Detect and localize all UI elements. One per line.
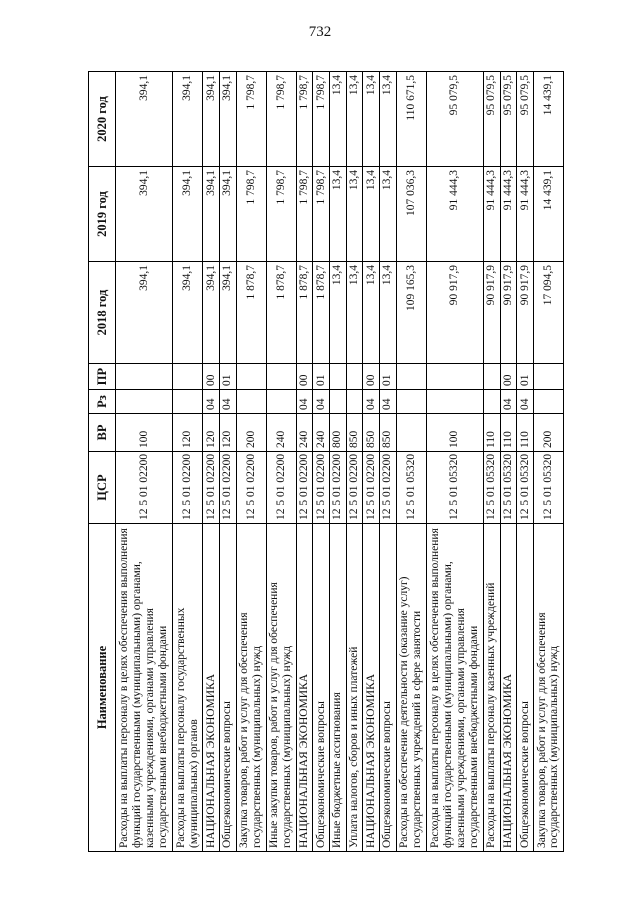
cell-name: Иные закупки товаров, работ и услуг для обеспечения государственных (муниципальных) нужд <box>266 524 296 852</box>
cell-vr: 200 <box>236 414 266 452</box>
cell-2020: 95 079,5 <box>500 72 517 167</box>
cell-pr <box>396 364 426 390</box>
cell-vr: 120 <box>173 414 203 452</box>
cell-pr: 00 <box>296 364 313 390</box>
table-row <box>313 72 330 852</box>
cell-2020: 394,1 <box>219 72 236 167</box>
cell-vr: 100 <box>116 414 173 452</box>
cell-2019: 13,4 <box>363 167 380 262</box>
cell-vr: 120 <box>203 414 220 452</box>
cell-vr: 850 <box>363 414 380 452</box>
cell-2019: 394,1 <box>116 167 173 262</box>
cell-2020: 95 079,5 <box>426 72 483 167</box>
header-2020: 2020 год <box>89 72 116 167</box>
budget-table <box>88 71 564 852</box>
cell-rz <box>236 390 266 414</box>
cell-pr: 01 <box>379 364 396 390</box>
cell-name: НАЦИОНАЛЬНАЯ ЭКОНОМИКА <box>363 524 380 852</box>
cell-rz: 04 <box>313 390 330 414</box>
cell-pr <box>236 364 266 390</box>
cell-rz <box>116 390 173 414</box>
cell-rz <box>533 390 563 414</box>
cell-rz: 04 <box>296 390 313 414</box>
cell-name: Общеэкономические вопросы <box>517 524 534 852</box>
cell-pr: 00 <box>203 364 220 390</box>
cell-rz <box>266 390 296 414</box>
cell-vr: 240 <box>296 414 313 452</box>
cell-2019: 91 444,3 <box>483 167 500 262</box>
cell-2018: 394,1 <box>116 262 173 364</box>
cell-name: Общеэкономические вопросы <box>313 524 330 852</box>
cell-2019: 13,4 <box>346 167 363 262</box>
cell-2019: 1 798,7 <box>313 167 330 262</box>
table-row <box>266 72 296 852</box>
cell-name: Общеэкономические вопросы <box>219 524 236 852</box>
cell-2019: 394,1 <box>173 167 203 262</box>
cell-vr: 110 <box>517 414 534 452</box>
cell-name: НАЦИОНАЛЬНАЯ ЭКОНОМИКА <box>500 524 517 852</box>
cell-csr: 12 5 01 02200 <box>296 452 313 524</box>
cell-2018: 90 917,9 <box>483 262 500 364</box>
cell-2018: 90 917,9 <box>500 262 517 364</box>
cell-rz: 04 <box>219 390 236 414</box>
cell-rz: 04 <box>517 390 534 414</box>
cell-2019: 394,1 <box>219 167 236 262</box>
table-row <box>116 72 173 852</box>
cell-vr: 850 <box>346 414 363 452</box>
cell-2018: 17 094,5 <box>533 262 563 364</box>
table-row <box>396 72 426 852</box>
cell-2018: 13,4 <box>363 262 380 364</box>
cell-vr: 120 <box>219 414 236 452</box>
cell-2018: 109 165,3 <box>396 262 426 364</box>
cell-name: Иные бюджетные ассигнования <box>330 524 347 852</box>
cell-2018: 394,1 <box>173 262 203 364</box>
cell-2019: 1 798,7 <box>266 167 296 262</box>
cell-2018: 90 917,9 <box>426 262 483 364</box>
cell-rz <box>483 390 500 414</box>
table-row <box>379 72 396 852</box>
cell-2019: 91 444,3 <box>500 167 517 262</box>
cell-rz <box>330 390 347 414</box>
cell-name: Общеэкономические вопросы <box>379 524 396 852</box>
cell-csr: 12 5 01 02200 <box>173 452 203 524</box>
cell-csr: 12 5 01 05320 <box>396 452 426 524</box>
cell-pr: 00 <box>363 364 380 390</box>
header-pr: ПР <box>89 364 116 390</box>
cell-2020: 394,1 <box>203 72 220 167</box>
table-body <box>116 72 564 852</box>
cell-vr: 800 <box>330 414 347 452</box>
header-vr: ВР <box>89 414 116 452</box>
cell-name: Закупка товаров, работ и услуг для обеспечения государственных (муниципальных) нужд <box>236 524 266 852</box>
cell-name: Расходы на выплаты персоналу государственных (муниципальных) органов <box>173 524 203 852</box>
cell-name: Расходы на выплаты персоналу в целях обеспечения выполнения функций государственными (муниципальными) органами, казенными учреждениями, органами управления государственными внебюджетными фондами <box>116 524 173 852</box>
rotated-table-container <box>88 72 564 852</box>
cell-2018: 13,4 <box>379 262 396 364</box>
cell-2019: 1 798,7 <box>296 167 313 262</box>
cell-rz <box>396 390 426 414</box>
cell-2020: 13,4 <box>363 72 380 167</box>
cell-2020: 394,1 <box>116 72 173 167</box>
cell-pr <box>426 364 483 390</box>
cell-2020: 13,4 <box>379 72 396 167</box>
cell-2020: 1 798,7 <box>236 72 266 167</box>
cell-name: НАЦИОНАЛЬНАЯ ЭКОНОМИКА <box>203 524 220 852</box>
cell-2020: 14 439,1 <box>533 72 563 167</box>
table-row <box>533 72 563 852</box>
cell-rz <box>346 390 363 414</box>
cell-rz: 04 <box>500 390 517 414</box>
cell-2019: 91 444,3 <box>517 167 534 262</box>
cell-csr: 12 5 01 02200 <box>236 452 266 524</box>
header-2019: 2019 год <box>89 167 116 262</box>
cell-rz: 04 <box>363 390 380 414</box>
cell-csr: 12 5 01 05320 <box>500 452 517 524</box>
header-name: Наименование <box>89 524 116 852</box>
table-row <box>346 72 363 852</box>
cell-vr: 110 <box>500 414 517 452</box>
cell-pr <box>346 364 363 390</box>
cell-csr: 12 5 01 05320 <box>483 452 500 524</box>
cell-2019: 91 444,3 <box>426 167 483 262</box>
cell-name: Закупка товаров, работ и услуг для обеспечения государственных (муниципальных) нужд <box>533 524 563 852</box>
table-row <box>296 72 313 852</box>
cell-2020: 13,4 <box>330 72 347 167</box>
cell-2020: 1 798,7 <box>313 72 330 167</box>
cell-2018: 394,1 <box>219 262 236 364</box>
cell-pr <box>173 364 203 390</box>
cell-2019: 13,4 <box>379 167 396 262</box>
cell-name: Расходы на выплаты персоналу в целях обеспечения выполнения функций государственными (муниципальными) органами, казенными учреждениями, органами управления государственными внебюджетными фондами <box>426 524 483 852</box>
cell-2018: 90 917,9 <box>517 262 534 364</box>
cell-2019: 394,1 <box>203 167 220 262</box>
cell-2020: 1 798,7 <box>296 72 313 167</box>
cell-csr: 12 5 01 02200 <box>116 452 173 524</box>
table-row <box>426 72 483 852</box>
cell-2020: 110 671,5 <box>396 72 426 167</box>
cell-csr: 12 5 01 02200 <box>266 452 296 524</box>
cell-2020: 13,4 <box>346 72 363 167</box>
cell-vr: 100 <box>426 414 483 452</box>
cell-csr: 12 5 01 02200 <box>203 452 220 524</box>
cell-2018: 13,4 <box>330 262 347 364</box>
table-row <box>203 72 220 852</box>
header-rz: Рз <box>89 390 116 414</box>
cell-csr: 12 5 01 02200 <box>219 452 236 524</box>
table-row <box>517 72 534 852</box>
cell-2018: 1 878,7 <box>296 262 313 364</box>
cell-csr: 12 5 01 02200 <box>379 452 396 524</box>
cell-csr: 12 5 01 02200 <box>313 452 330 524</box>
cell-rz <box>426 390 483 414</box>
cell-rz: 04 <box>379 390 396 414</box>
table-row <box>483 72 500 852</box>
table-row <box>173 72 203 852</box>
cell-2019: 13,4 <box>330 167 347 262</box>
cell-2019: 1 798,7 <box>236 167 266 262</box>
cell-pr <box>266 364 296 390</box>
cell-2018: 13,4 <box>346 262 363 364</box>
cell-pr: 00 <box>500 364 517 390</box>
cell-vr: 240 <box>313 414 330 452</box>
cell-name: Уплата налогов, сборов и иных платежей <box>346 524 363 852</box>
page-number: 732 <box>308 24 332 40</box>
cell-pr: 01 <box>313 364 330 390</box>
table-row <box>500 72 517 852</box>
cell-csr: 12 5 01 02200 <box>363 452 380 524</box>
cell-csr: 12 5 01 05320 <box>426 452 483 524</box>
cell-vr: 200 <box>533 414 563 452</box>
cell-pr: 01 <box>517 364 534 390</box>
table-row <box>236 72 266 852</box>
cell-2020: 95 079,5 <box>483 72 500 167</box>
cell-2018: 1 878,7 <box>236 262 266 364</box>
cell-2018: 1 878,7 <box>313 262 330 364</box>
cell-pr <box>330 364 347 390</box>
cell-vr: 240 <box>266 414 296 452</box>
cell-pr: 01 <box>219 364 236 390</box>
cell-2018: 394,1 <box>203 262 220 364</box>
header-csr: ЦСР <box>89 452 116 524</box>
cell-2020: 95 079,5 <box>517 72 534 167</box>
cell-csr: 12 5 01 05320 <box>517 452 534 524</box>
cell-csr: 12 5 01 02200 <box>346 452 363 524</box>
cell-vr: 850 <box>379 414 396 452</box>
cell-pr <box>533 364 563 390</box>
table-header-row <box>89 72 116 852</box>
cell-rz: 04 <box>203 390 220 414</box>
cell-csr: 12 5 01 05320 <box>533 452 563 524</box>
cell-2018: 1 878,7 <box>266 262 296 364</box>
cell-csr: 12 5 01 02200 <box>330 452 347 524</box>
cell-pr <box>483 364 500 390</box>
table-row <box>363 72 380 852</box>
cell-vr: 110 <box>483 414 500 452</box>
cell-2020: 394,1 <box>173 72 203 167</box>
table-row <box>219 72 236 852</box>
cell-2019: 107 036,3 <box>396 167 426 262</box>
table-row <box>330 72 347 852</box>
cell-2019: 14 439,1 <box>533 167 563 262</box>
header-2018: 2018 год <box>89 262 116 364</box>
cell-rz <box>173 390 203 414</box>
cell-name: НАЦИОНАЛЬНАЯ ЭКОНОМИКА <box>296 524 313 852</box>
cell-name: Расходы на обеспечение деятельности (оказание услуг) государственных учреждений в сфере занятости <box>396 524 426 852</box>
cell-pr <box>116 364 173 390</box>
cell-2020: 1 798,7 <box>266 72 296 167</box>
cell-name: Расходы на выплаты персоналу казенных учреждений <box>483 524 500 852</box>
cell-vr <box>396 414 426 452</box>
